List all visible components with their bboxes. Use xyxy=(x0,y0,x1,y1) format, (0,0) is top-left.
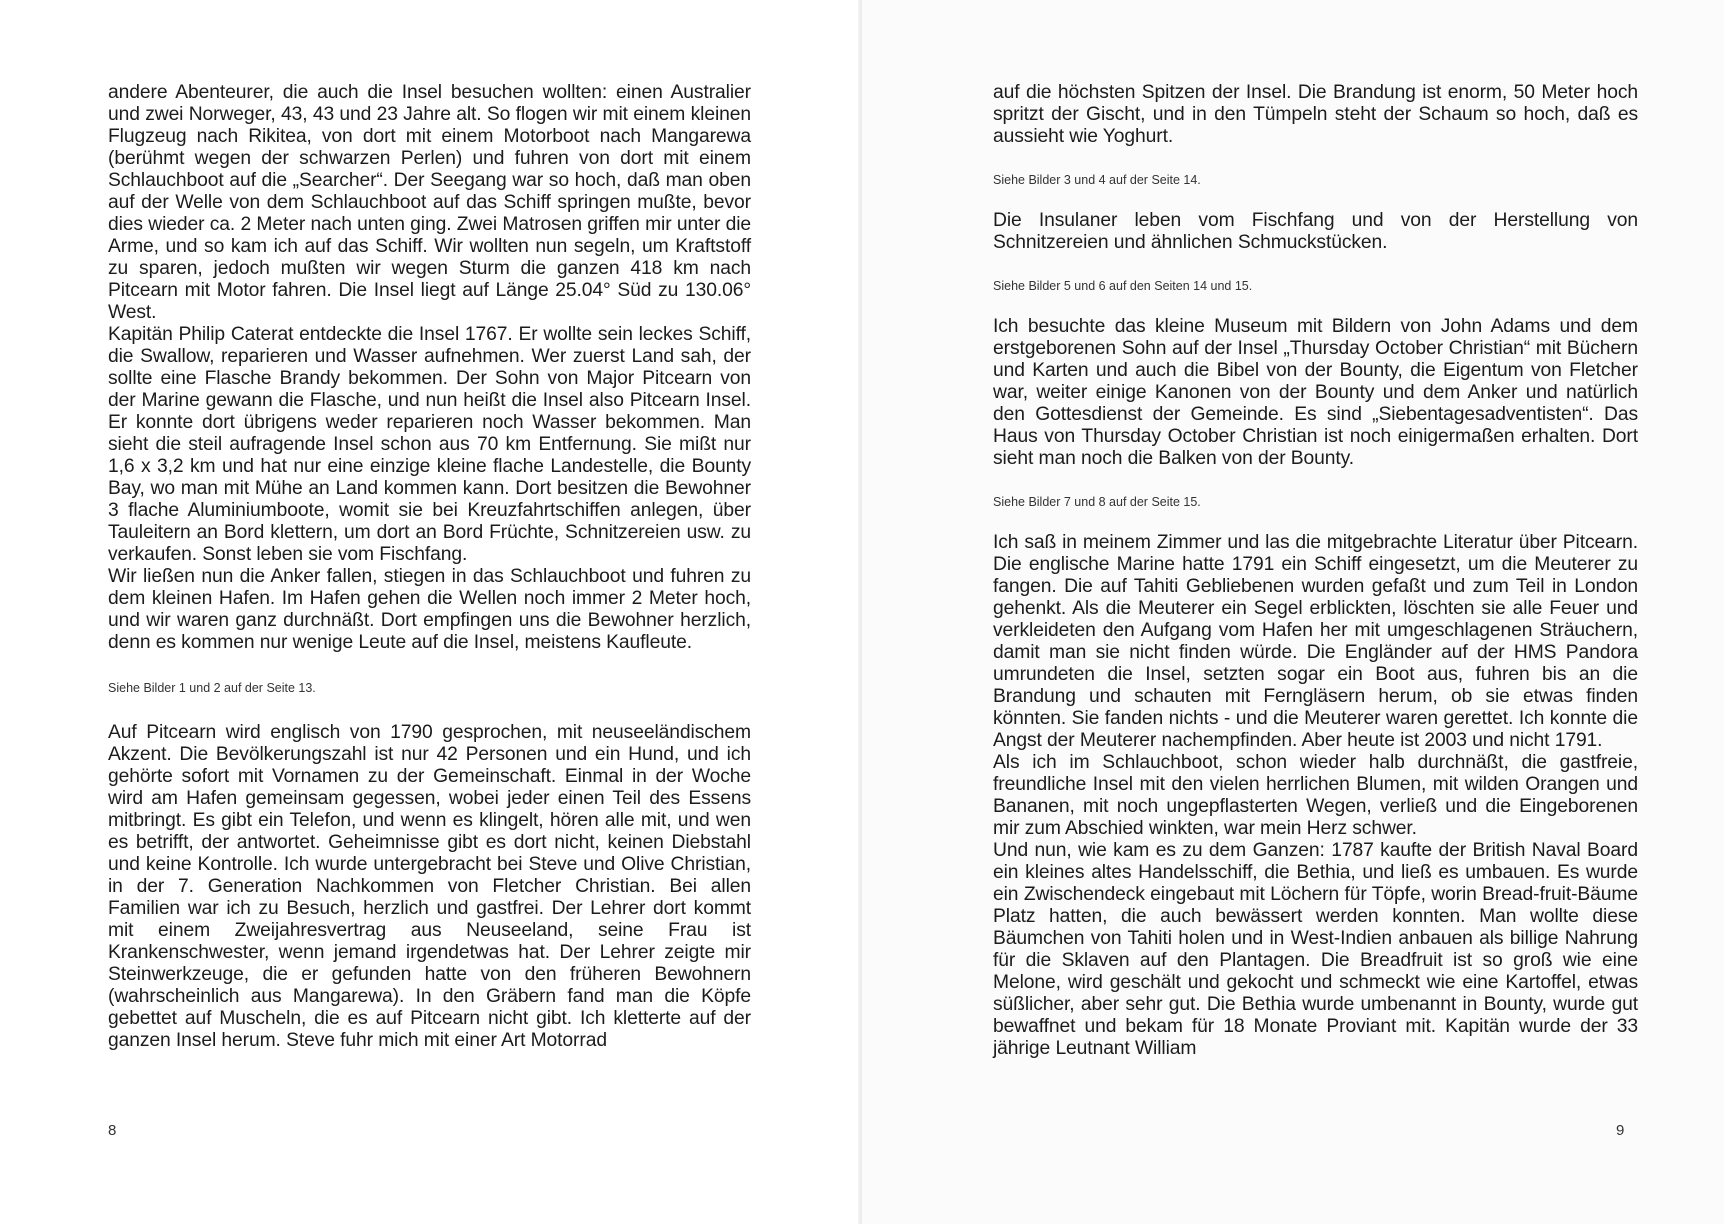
right-paragraph-5: Als ich im Schlauchboot, schon wieder halb durchnäßt, die gastfreie, freundliche Insel mit den vielen herrlichen Blumen, mit wilden Orangen und Bananen, mit noch ungepflasterten Wegen, verließ und die Eingeborenen mir zum Abschied winkten, war mein Herz schwer. xyxy=(993,752,1638,839)
left-text-column xyxy=(108,82,751,1052)
left-paragraph-4: Auf Pitcearn wird englisch von 1790 gesprochen, mit neuseeländischem Akzent. Die Bevölkerungszahl ist nur 42 Personen und ein Hund, und ich gehörte sofort mit Vornamen zu der Gemeinschaft. Einmal in der Woche wird am Hafen gemeinsam gegessen, wobei jeder einen Teil des Essens mitbringt. Es gibt ein Telefon, und wenn es klingelt, hören alle mit, und wen es betrifft, der antwortet. Geheimnisse gibt es dort nicht, keinen Diebstahl und keine Kontrolle. Ich wurde untergebracht bei Steve und Olive Christian, in der 7. Generation Nachkommen von Fletcher Christian. Bei allen Familien war ich zu Besuch, herzlich und gastfrei. Der Lehrer dort kommt mit einem Zweijahresvertrag aus Neuseeland, seine Frau ist Krankenschwester, wenn jemand irgendetwas hat. Der Lehrer zeigte mir Steinwerkzeuge, die er gefunden hatte von den früheren Bewohnern (wahrscheinlich aus Mangarewa). In den Gräbern fand man die Köpfe gebettet auf Muscheln, die es auf Pitcearn nicht gibt. Ich kletterte auf der ganzen Insel herum. Steve fuhr mich mit einer Art Motorrad xyxy=(108,722,751,1051)
left-page-number: 8 xyxy=(108,1122,117,1139)
left-paragraph-3: Wir ließen nun die Anker fallen, stiegen in das Schlauchboot und fuhren zu dem kleinen Hafen. Im Hafen gehen die Wellen noch immer 2 Meter hoch, und wir waren ganz durchnäßt. Dort empfingen uns die Bewohner herzlich, denn es kommen nur wenige Leute auf die Insel, meistens Kaufleute. xyxy=(108,566,751,653)
left-caption: Siehe Bilder 1 und 2 auf der Seite 13. xyxy=(108,681,316,695)
right-paragraph-2: Die Insulaner leben vom Fischfang und von der Herstellung von Schnitzereien und ähnlichen Schmuckstücken. xyxy=(993,210,1638,253)
right-page-number: 9 xyxy=(1616,1122,1625,1139)
right-caption-1: Siehe Bilder 3 und 4 auf der Seite 14. xyxy=(993,173,1201,187)
right-paragraph-1: auf die höchsten Spitzen der Insel. Die Brandung ist enorm, 50 Meter hoch spritzt der Gischt, und in den Tümpeln steht der Schaum so hoch, daß es aussieht wie Yoghurt. xyxy=(993,82,1638,147)
right-paragraph-6: Und nun, wie kam es zu dem Ganzen: 1787 kaufte der British Naval Board ein kleines altes Handelsschiff, die Bethia, und ließ es umbauen. Es wurde ein Zwischendeck eingebaut mit Löchern für Töpfe, worin Bread-fruit-Bäume Platz hatten, die auch bewässert werden konnten. Man wollte diese Bäumchen von Tahiti holen und in West-Indien anbauen als billige Nahrung für die Sklaven auf den Plantagen. Die Breadfruit ist so groß wie eine Melone, wird geschält und gekocht und schmeckt wie eine Kartoffel, etwas süßlicher, aber sehr gut. Die Bethia wurde umbenannt in Bounty, wurde gut bewaffnet und bekam für 18 Monate Proviant mit. Kapitän wurde der 33 jährige Leutnant William xyxy=(993,840,1638,1059)
right-caption-2: Siehe Bilder 5 und 6 auf den Seiten 14 und 15. xyxy=(993,279,1253,293)
right-page xyxy=(862,0,1724,1224)
left-paragraph-2: Kapitän Philip Caterat entdeckte die Insel 1767. Er wollte sein leckes Schiff, die Swallow, reparieren und Wasser aufnehmen. Wer zuerst Land sah, der sollte eine Flasche Brandy bekommen. Der Sohn von Major Pitcearn von der Marine gewann die Flasche, und nun heißt die Insel also Pitcearn Insel. Er konnte dort übrigens weder reparieren noch Wasser bekommen. Man sieht die steil aufragende Insel schon aus 70 km Entfernung. Sie mißt nur 1,6 x 3,2 km und hat nur eine einzige kleine flache Landestelle, die Bounty Bay, wo man mit Mühe an Land kommen kann. Dort besitzen die Bewohner 3 flache Aluminiumboote, womit sie bei Kreuzfahrtschiffen anlegen, über Tauleitern an Bord klettern, um dort an Bord Früchte, Schnitzereien usw. zu verkaufen. Sonst leben sie vom Fischfang. xyxy=(108,324,751,565)
left-paragraph-1: andere Abenteurer, die auch die Insel besuchen wollten: einen Australier und zwei Norweger, 43, 43 und 23 Jahre alt. So flogen wir mit einem kleinen Flugzeug nach Rikitea, von dort mit einem Motorboot nach Mangarewa (berühmt wegen der schwarzen Perlen) und fuhren von dort mit einem Schlauchboot auf die „Searcher“. Der Seegang war so hoch, daß man oben auf der Welle von dem Schlauchboot auf das Schiff springen mußte, bevor dies wieder ca. 2 Meter nach unten ging. Zwei Matrosen griffen mir unter die Arme, und so kam ich auf das Schiff. Wir wollten nun segeln, um Kraftstoff zu sparen, jedoch mußten wir wegen Sturm die ganzen 418 km nach Pitcearn mit Motor fahren. Die Insel liegt auf Länge 25.04° Süd zu 130.06° West. xyxy=(108,82,751,323)
right-paragraph-4: Ich saß in meinem Zimmer und las die mitgebrachte Literatur über Pitcearn. Die englische Marine hatte 1791 ein Schiff eingesetzt, um die Meuterer zu fangen. Die auf Tahiti Gebliebenen wurden gefaßt und zum Teil in London gehenkt. Als die Meuterer ein Segel erblickten, löschten sie alle Feuer und verkleideten den Aufgang vom Hafen her mit umgeschlagenen Sträuchern, damit man sie nicht finden würde. Die Engländer auf der HMS Pandora umrundeten die Insel, setzten sogar ein Boot aus, fuhren bis an die Brandung und schauten mit Ferngläsern herum, ob sie etwas finden könnten. Sie fanden nichts - und die Meuterer waren gerettet. Ich konnte die Angst der Meuterer nachempfinden. Aber heute ist 2003 und nicht 1791. xyxy=(993,532,1638,751)
right-text-column xyxy=(993,82,1638,1060)
right-caption-3: Siehe Bilder 7 und 8 auf der Seite 15. xyxy=(993,495,1201,509)
right-paragraph-3: Ich besuchte das kleine Museum mit Bildern von John Adams und dem erstgeborenen Sohn auf der Insel „Thursday October Christian“ mit Büchern und Karten und auch die Bibel von der Bounty, die Eigentum von Fletcher war, weiter einige Kanonen von der Bounty und dem Anker und natürlich den Gottesdienst der Gemeinde. Es sind „Siebentagesadventisten“. Das Haus von Thursday October Christian ist noch einigermaßen erhalten. Dort sieht man noch die Balken von der Bounty. xyxy=(993,316,1638,469)
